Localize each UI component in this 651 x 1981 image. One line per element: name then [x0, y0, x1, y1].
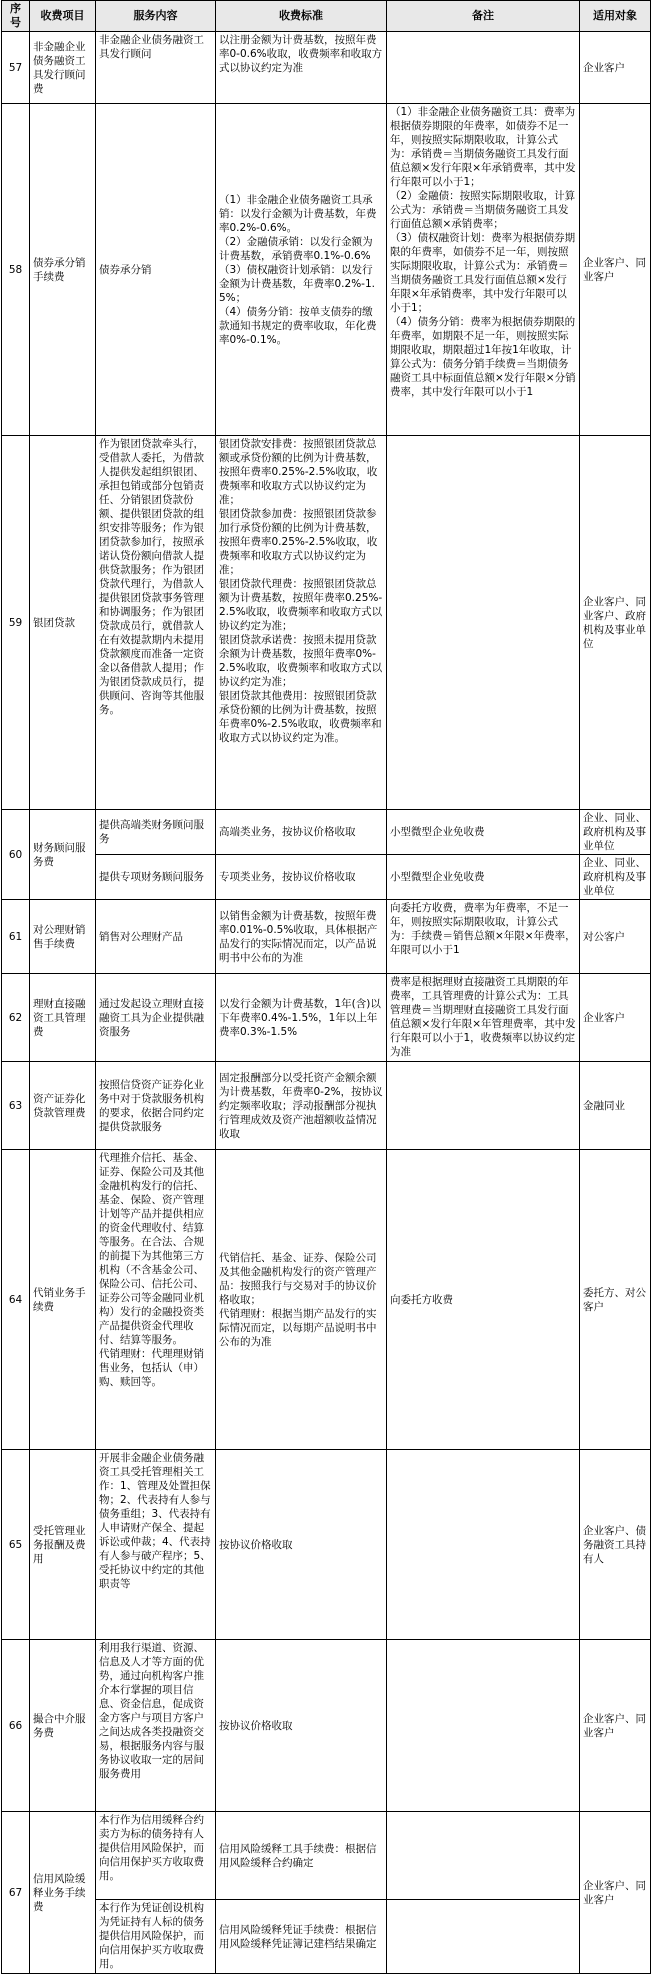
cell-service: 本行作为信用缓释合约卖方为标的债务持有人提供信用风险保护，而向信用保护买方收取费用。	[96, 1812, 216, 1900]
cell-standard: （1）非金融企业债务融资工具承销：以发行金额为计费基数，年费率0.2%-0.6%。 （2）金融债承销：以发行金额为计费基数，承销费率0.1%-0.6% （3）债权融资计划承销：以发行金额为计费基数，年费率0.2%-1.5%； （4）债务分销：按单支债券的缴款通知书规定的费率收取，年化费率0%-0.1%。	[216, 104, 387, 436]
header-item: 收费项目	[30, 1, 96, 32]
cell-remark	[387, 1062, 580, 1150]
fee-table	[1, 0, 651, 1974]
table-row	[2, 32, 651, 104]
cell-remark: 小型微型企业免收费	[387, 855, 580, 900]
cell-remark	[387, 436, 580, 810]
cell-target: 企业、同业、政府机构及事业单位	[580, 810, 651, 855]
cell-service: 非金融企业债务融资工具发行顾问	[96, 32, 216, 104]
cell-seq: 66	[2, 1640, 30, 1812]
cell-target: 金融同业	[580, 1062, 651, 1150]
header-target: 适用对象	[580, 1, 651, 32]
cell-seq: 60	[2, 810, 30, 900]
cell-item: 银团贷款	[30, 436, 96, 810]
cell-remark: 向委托方收费，费率为年费率，不足一年，则按照实际期限收取，计算公式为：手续费＝销售总额×年限×年费率，年限可以小于1	[387, 900, 580, 974]
cell-item: 信用风险缓释业务手续费	[30, 1812, 96, 1974]
cell-remark: 费率是根据理财直接融资工具期限的年费率，工具管理费的计算公式为：工具管理费＝当期理财直接融资工具发行面值总额×发行年限×年管理费率，其中发行年限可以小于1，收费频率以协议约定为准	[387, 974, 580, 1062]
cell-item: 代销业务手续费	[30, 1150, 96, 1450]
cell-target: 企业客户、债务融资工具持有人	[580, 1450, 651, 1640]
cell-standard: 银团贷款安排费：按照银团贷款总额或承贷份额的比例为计费基数，按照年费率0.25%-2.5%收取，收费频率和收取方式以协议约定为准； 银团贷款参加费：按照银团贷款参加行承贷份额的比例为计费基数，按照年费率0.25%-2.5%收取，收费频率和收取方式以协议约定为准； 银团贷款代理费：按照银团贷款总额为计费基数，按照年费率0.25%-2.5%收取，收费频率和收取方式以协议约定为准； 银团贷款承诺费：按照未提用贷款余额为计费基数，按照年费率0%-2.5%收取，收费频率和收取方式以协议约定为准； 银团贷款其他费用：按照银团贷款承贷份额的比例为计费基数，按照年费率0%-2.5%收取，收费频率和收取方式以协议约定为准。	[216, 436, 387, 810]
cell-seq: 57	[2, 32, 30, 104]
cell-seq: 58	[2, 104, 30, 436]
cell-remark	[387, 1900, 580, 1974]
cell-remark: 小型微型企业免收费	[387, 810, 580, 855]
cell-target: 企业客户	[580, 974, 651, 1062]
cell-standard: 信用风险缓释凭证手续费：根据信用风险缓释凭证簿记建档结果确定	[216, 1900, 387, 1974]
cell-service: 作为银团贷款牵头行，受借款人委托，为借款人提供发起组织银团、承担包销或部分包销责任、分销银团贷款份额、提供银团贷款的组织安排等服务；作为银团贷款参加行，按照承诺认贷份额向借款人提供贷款服务；作为银团贷款代理行，为借款人提供银团贷款事务管理和协调服务；作为银团贷款成员行，就借款人在有效提款期内未提用贷款额度而准备一定资金以备借款人提用；作为银团贷款成员行，提供顾问、咨询等其他服务。	[96, 436, 216, 810]
cell-seq: 59	[2, 436, 30, 810]
table-row	[2, 1450, 651, 1640]
cell-target: 企业客户	[580, 32, 651, 104]
cell-service: 本行作为凭证创设机构为凭证持有人标的债务提供信用风险保护，而向信用保护买方收取费用。	[96, 1900, 216, 1974]
cell-remark	[387, 1640, 580, 1812]
cell-item: 非金融企业债务融资工具发行顾问费	[30, 32, 96, 104]
cell-standard: 信用风险缓释工具手续费：根据信用风险缓释合约确定	[216, 1812, 387, 1900]
cell-target: 委托方、对公客户	[580, 1150, 651, 1450]
cell-standard: 固定报酬部分以受托资产金额余额为计费基数，年费率0-2%，按协议约定频率收取；浮动报酬部分视执行管理成效及资产池超额收益情况收取	[216, 1062, 387, 1150]
cell-seq: 65	[2, 1450, 30, 1640]
cell-target: 企业客户、同业客户	[580, 1812, 651, 1974]
table-row	[2, 1640, 651, 1812]
cell-seq: 64	[2, 1150, 30, 1450]
cell-item: 资产证券化贷款管理费	[30, 1062, 96, 1150]
table-row	[2, 974, 651, 1062]
cell-service: 提供高端类财务顾问服务	[96, 810, 216, 855]
table-row	[2, 436, 651, 810]
cell-service: 债券承分销	[96, 104, 216, 436]
cell-item: 债券承分销手续费	[30, 104, 96, 436]
cell-target: 对公客户	[580, 900, 651, 974]
cell-service: 提供专项财务顾问服务	[96, 855, 216, 900]
cell-service: 开展非金融企业债务融资工具受托管理相关工作：1、管理及处置担保物；2、代表持有人参与债务重组；3、代表持有人申请财产保全、提起诉讼或仲裁；4、代表持有人参与破产程序；5、受托协议中约定的其他职责等	[96, 1450, 216, 1640]
cell-item: 对公理财销售手续费	[30, 900, 96, 974]
header-seq: 序号	[2, 1, 30, 32]
table-row	[2, 810, 651, 855]
table-row	[2, 104, 651, 436]
cell-item: 理财直接融资工具管理费	[30, 974, 96, 1062]
cell-standard: 代销信托、基金、证券、保险公司及其他金融机构发行的资产管理产品：按照我行与交易对手的协议价格收取； 代销理财：根据当期产品发行的实际情况而定，以每期产品说明书中公布的为准	[216, 1150, 387, 1450]
cell-service: 按照信贷资产证券化业务中对于贷款服务机构的要求，依据合同约定提供贷款服务	[96, 1062, 216, 1150]
cell-standard: 按协议价格收取	[216, 1640, 387, 1812]
cell-standard: 以注册金额为计费基数，按照年费率0-0.6%收取，收费频率和收取方式以协议约定为准	[216, 32, 387, 104]
cell-target: 企业客户、同业客户	[580, 1640, 651, 1812]
cell-remark	[387, 32, 580, 104]
table-row	[2, 1812, 651, 1900]
cell-seq: 63	[2, 1062, 30, 1150]
cell-remark: 向委托方收费	[387, 1150, 580, 1450]
cell-standard: 以发行金额为计费基数，1年(含)以下年费率0.4%-1.5%，1年以上年费率0.3%-1.5%	[216, 974, 387, 1062]
cell-remark: （1）非金融企业债务融资工具：费率为根据债券期限的年费率，如债券不足一年，则按照实际期限收取，计算公式为：承销费＝当期债务融资工具发行面值总额×发行年限×年承销费率，其中发行年限可以小于1； （2）金融债：按照实际期限收取，计算公式为：承销费＝当期债务融资工具发行面值总额×承销费率； （3）债权融资计划：费率为根据债券期限的年费率，如债券不足一年，则按照实际期限收取，计算公式为：承销费＝当期债务融资工具发行面值总额×发行年限×年承销费率，其中发行年限可以小于1； （4）债务分销：费率为根据债券期限的年费率，如期限不足一年，则按照实际期限收取，期限超过1年按1年收取，计算公式为：债务分销手续费＝当期债务融资工具中标面值总额×发行年限×分销费率，其中发行年限可以小于1	[387, 104, 580, 436]
table-row	[2, 900, 651, 974]
cell-seq: 61	[2, 900, 30, 974]
cell-item: 财务顾问服务费	[30, 810, 96, 900]
cell-remark	[387, 1812, 580, 1900]
table-row	[2, 1150, 651, 1450]
table-header	[2, 1, 651, 32]
header-standard: 收费标准	[216, 1, 387, 32]
table-row	[2, 1062, 651, 1150]
cell-service: 代理推介信托、基金、证券、保险公司及其他金融机构发行的信托、基金、保险、资产管理计划等产品并提供相应的资金代理收付、结算等服务。在合法、合规的前提下为其他第三方机构（不含基金公司、保险公司、信托公司、证券公司等金融同业机构）发行的金融投资类产品提供资金代理收付、结算等服务。 代销理财：代理理财销售业务，包括认（申）购、赎回等。	[96, 1150, 216, 1450]
cell-item: 撮合中介服务费	[30, 1640, 96, 1812]
cell-service: 利用我行渠道、资源、信息及人才等方面的优势，通过向机构客户推介本行掌握的项目信息、资金信息，促成资金方客户与项目方客户之间达成各类投融资交易，根据服务内容与服务协议收取一定的居间服务费用	[96, 1640, 216, 1812]
cell-item: 受托管理业务报酬及费用	[30, 1450, 96, 1640]
header-remark: 备注	[387, 1, 580, 32]
cell-target: 企业客户、同业客户	[580, 104, 651, 436]
cell-standard: 专项类业务，按协议价格收取	[216, 855, 387, 900]
cell-target: 企业客户、同业客户、政府机构及事业单位	[580, 436, 651, 810]
cell-standard: 高端类业务，按协议价格收取	[216, 810, 387, 855]
header-service: 服务内容	[96, 1, 216, 32]
cell-remark	[387, 1450, 580, 1640]
cell-standard: 以销售金额为计费基数，按照年费率0.01%-0.5%收取，具体根据产品发行的实际情况而定，以产品说明书中公布的为准	[216, 900, 387, 974]
cell-service: 销售对公理财产品	[96, 900, 216, 974]
cell-seq: 62	[2, 974, 30, 1062]
cell-seq: 67	[2, 1812, 30, 1974]
table-row	[2, 1900, 651, 1974]
cell-target: 企业、同业、政府机构及事业单位	[580, 855, 651, 900]
table-row	[2, 855, 651, 900]
cell-service: 通过发起设立理财直接融资工具为企业提供融资服务	[96, 974, 216, 1062]
cell-standard: 按协议价格收取	[216, 1450, 387, 1640]
